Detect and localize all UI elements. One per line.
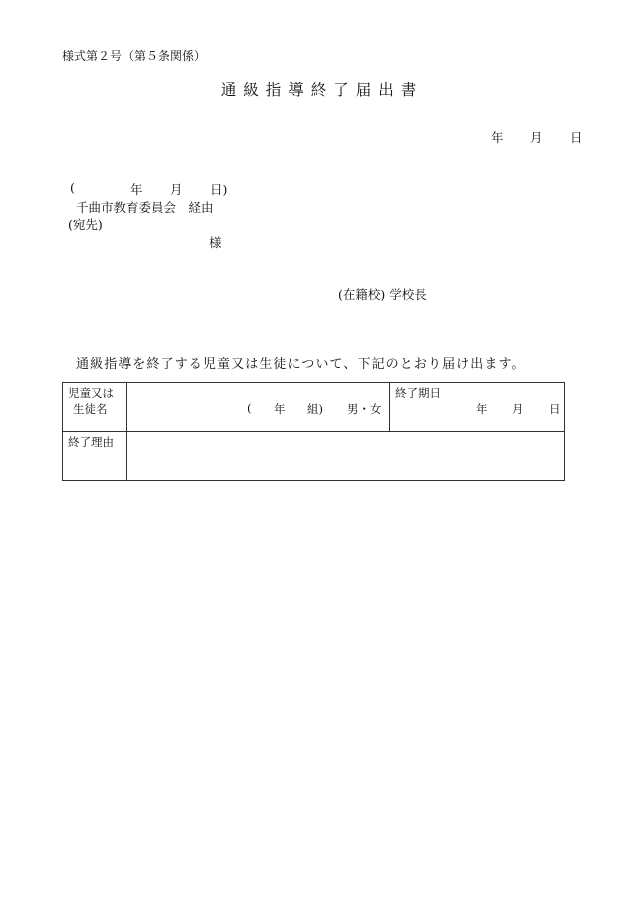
date-day-label: 日 — [570, 130, 583, 145]
date-year-label: 年 — [491, 130, 504, 145]
form-number-label: 様式第２号（第５条関係） — [62, 49, 207, 63]
gender-choice[interactable]: 男・女 — [347, 402, 382, 416]
notification-table — [62, 382, 565, 481]
addressee-label: (宛先) — [68, 217, 103, 232]
end-reason-label-cell — [63, 432, 127, 481]
end-reason-field[interactable] — [127, 432, 565, 481]
grade-paren-open: ( — [247, 401, 252, 415]
grade-class-label: 組) — [307, 402, 323, 416]
addressee-date-year: 年 — [130, 182, 143, 197]
table-row-reason — [63, 432, 565, 481]
student-name-label-cell — [63, 383, 127, 432]
honorific-sama: 様 — [209, 235, 222, 250]
end-date-month: 月 — [512, 402, 524, 416]
end-date-cell[interactable] — [390, 383, 565, 432]
body-statement: 通級指導を終了する児童又は生徒について、下記のとおり届け出ます。 — [76, 357, 526, 372]
table-row-student — [63, 383, 565, 432]
via-board-of-education: 千曲市教育委員会 経由 — [76, 200, 214, 215]
student-label-line2: 生徒名 — [73, 402, 108, 416]
student-label-line1: 児童又は — [68, 386, 114, 400]
date-month-label: 月 — [530, 130, 543, 145]
end-date-day: 日 — [549, 402, 561, 416]
end-date-year: 年 — [476, 402, 488, 416]
sender-principal: (在籍校) 学校長 — [338, 287, 427, 302]
addressee-date-month: 月 — [170, 182, 183, 197]
end-reason-label: 終了理由 — [68, 435, 114, 449]
end-date-label: 終了期日 — [395, 386, 441, 400]
addressee-date-open: ( — [70, 180, 75, 195]
document-title: 通級指導終了届出書 — [220, 81, 424, 99]
addressee-date-day: 日) — [210, 182, 228, 197]
grade-year-label: 年 — [274, 402, 286, 416]
student-name-cell[interactable] — [127, 383, 390, 432]
